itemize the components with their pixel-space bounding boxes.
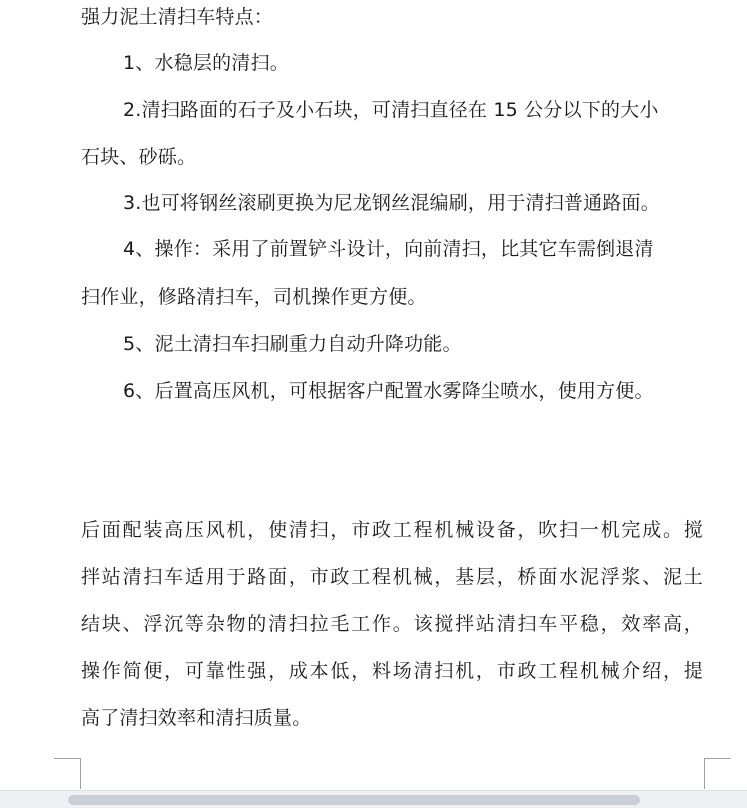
body-paragraph-line-2: 拌站清扫车适用于路面，市政工程机械，基层，桥面水泥浮浆、泥土 — [81, 566, 703, 588]
page-corner-mark-right — [704, 758, 731, 789]
list-item-1: 1、水稳层的清扫。 — [123, 52, 289, 74]
body-paragraph-line-3: 结块、浮沉等杂物的清扫拉毛工作。该搅拌站清扫车平稳，效率高， — [81, 613, 703, 635]
body-paragraph-line-1: 后面配装高压风机，使清扫，市政工程机械设备，吹扫一机完成。搅 — [81, 519, 703, 541]
body-paragraph-line-4: 操作简便，可靠性强，成本低，料场清扫机，市政工程机械介绍，提 — [81, 660, 703, 682]
list-item-3: 3.也可将钢丝滚刷更换为尼龙钢丝混编刷，用于清扫普通路面。 — [123, 192, 660, 214]
horizontal-scrollbar[interactable] — [0, 790, 747, 808]
section-heading: 强力泥土清扫车特点： — [81, 6, 274, 28]
page-corner-mark-left — [54, 758, 81, 789]
scrollbar-thumb[interactable] — [68, 795, 640, 805]
body-paragraph-line-5: 高了清扫效率和清扫质量。 — [81, 707, 312, 729]
list-item-4: 4、操作：采用了前置铲斗设计，向前清扫，比其它车需倒退清 — [123, 238, 654, 260]
list-item-5: 5、泥土清扫车扫刷重力自动升降功能。 — [123, 333, 462, 355]
list-item-6: 6、后置高压风机，可根据客户配置水雾降尘喷水，使用方便。 — [123, 380, 654, 402]
list-item-2-continuation: 石块、砂砾。 — [81, 146, 197, 168]
list-item-4-continuation: 扫作业，修路清扫车，司机操作更方便。 — [81, 286, 427, 308]
list-item-2: 2.清扫路面的石子及小石块，可清扫直径在 15 公分以下的大小 — [123, 99, 659, 121]
